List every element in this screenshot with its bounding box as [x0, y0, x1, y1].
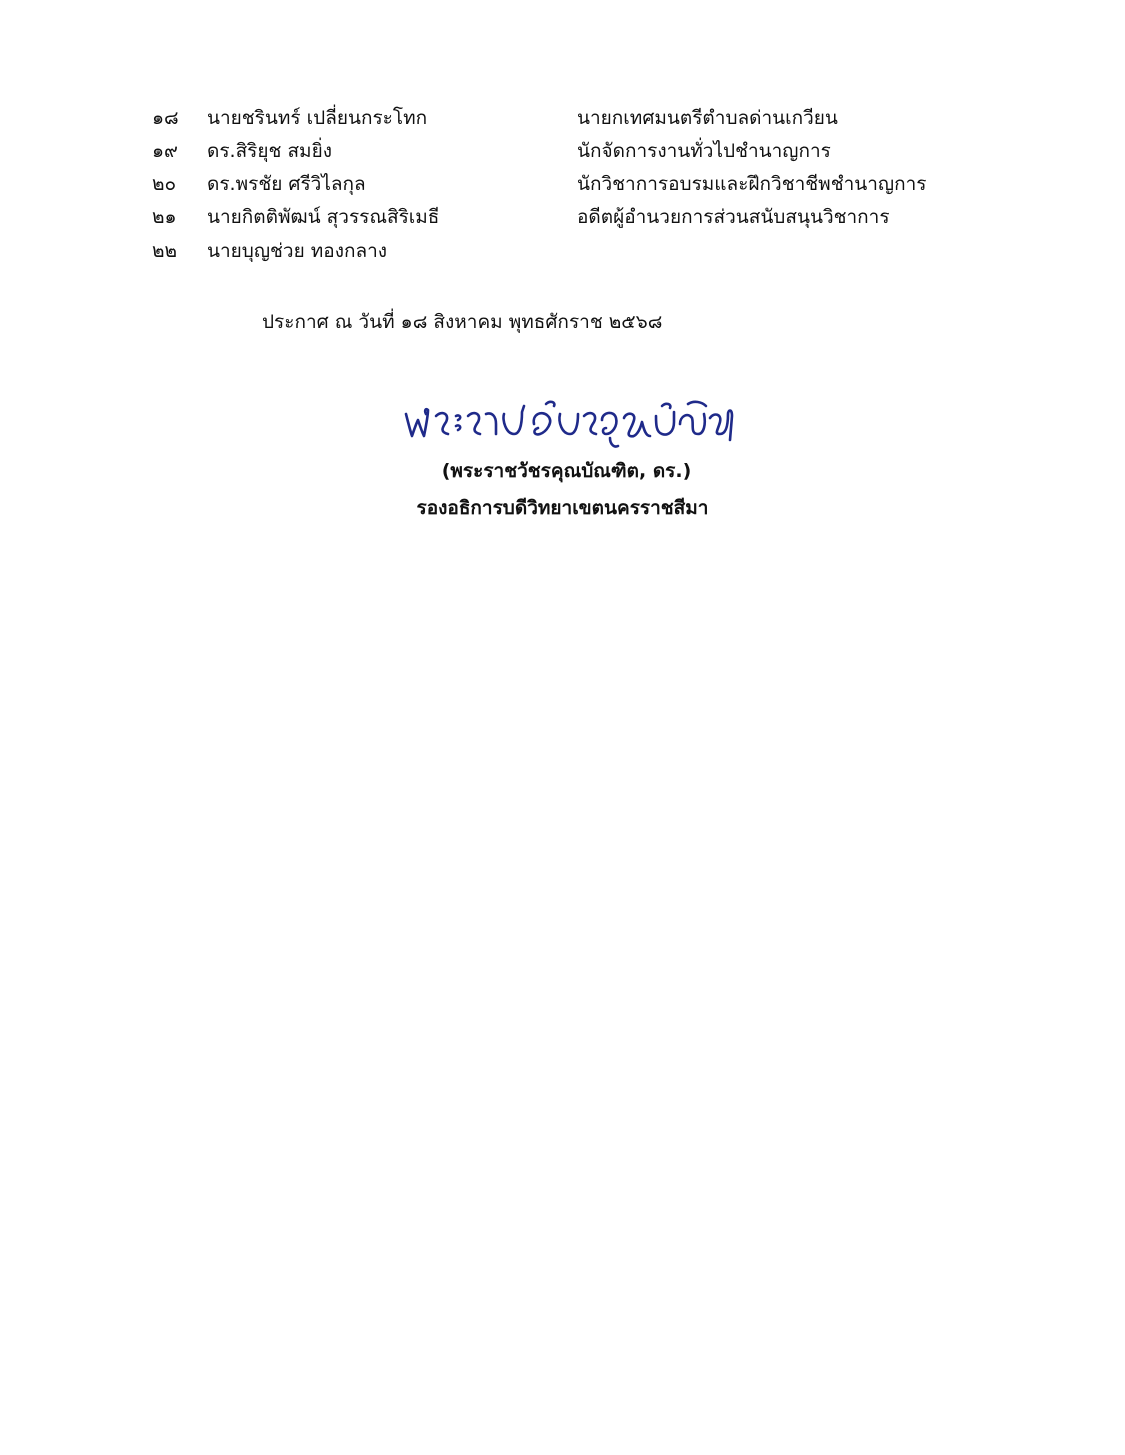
- handwritten-signature: [398, 394, 738, 454]
- member-position: นักวิชาการอบรมและฝึกวิชาชีพชำนาญการ: [577, 173, 927, 195]
- item-number: ๑๙: [152, 140, 178, 162]
- list-item: [0, 201, 1125, 234]
- item-number: ๒๑: [152, 206, 177, 228]
- list-item: [0, 102, 1125, 135]
- signer-name: (พระราชวัชรคุณบัณฑิต, ดร.): [441, 460, 692, 482]
- member-name: ดร.พรชัย ศรีวิไลกุล: [207, 173, 366, 195]
- list-item: [0, 135, 1125, 168]
- member-name: ดร.สิริยุช สมยิ่ง: [207, 140, 332, 162]
- member-name: นายบุญช่วย ทองกลาง: [207, 240, 388, 262]
- member-name: นายชรินทร์ เปลี่ยนกระโทก: [207, 107, 428, 129]
- member-name: นายกิตติพัฒน์ สุวรรณสิริเมธี: [207, 206, 440, 228]
- member-position: อดีตผู้อำนวยการส่วนสนับสนุนวิชาการ: [577, 206, 890, 228]
- item-number: ๑๘: [152, 107, 179, 129]
- item-number: ๒๒: [152, 240, 178, 262]
- member-position: นักจัดการงานทั่วไปชำนาญการ: [577, 140, 831, 162]
- list-item: [0, 235, 1125, 268]
- list-item: [0, 168, 1125, 201]
- item-number: ๒๐: [152, 173, 177, 195]
- announcement-date: ประกาศ ณ วันที่ ๑๘ สิงหาคม พุทธศักราช ๒๕๖๘: [262, 311, 663, 333]
- signer-title: รองอธิการบดีวิทยาเขตนครราชสีมา: [416, 497, 709, 519]
- member-position: นายกเทศมนตรีตำบลด่านเกวียน: [577, 107, 838, 129]
